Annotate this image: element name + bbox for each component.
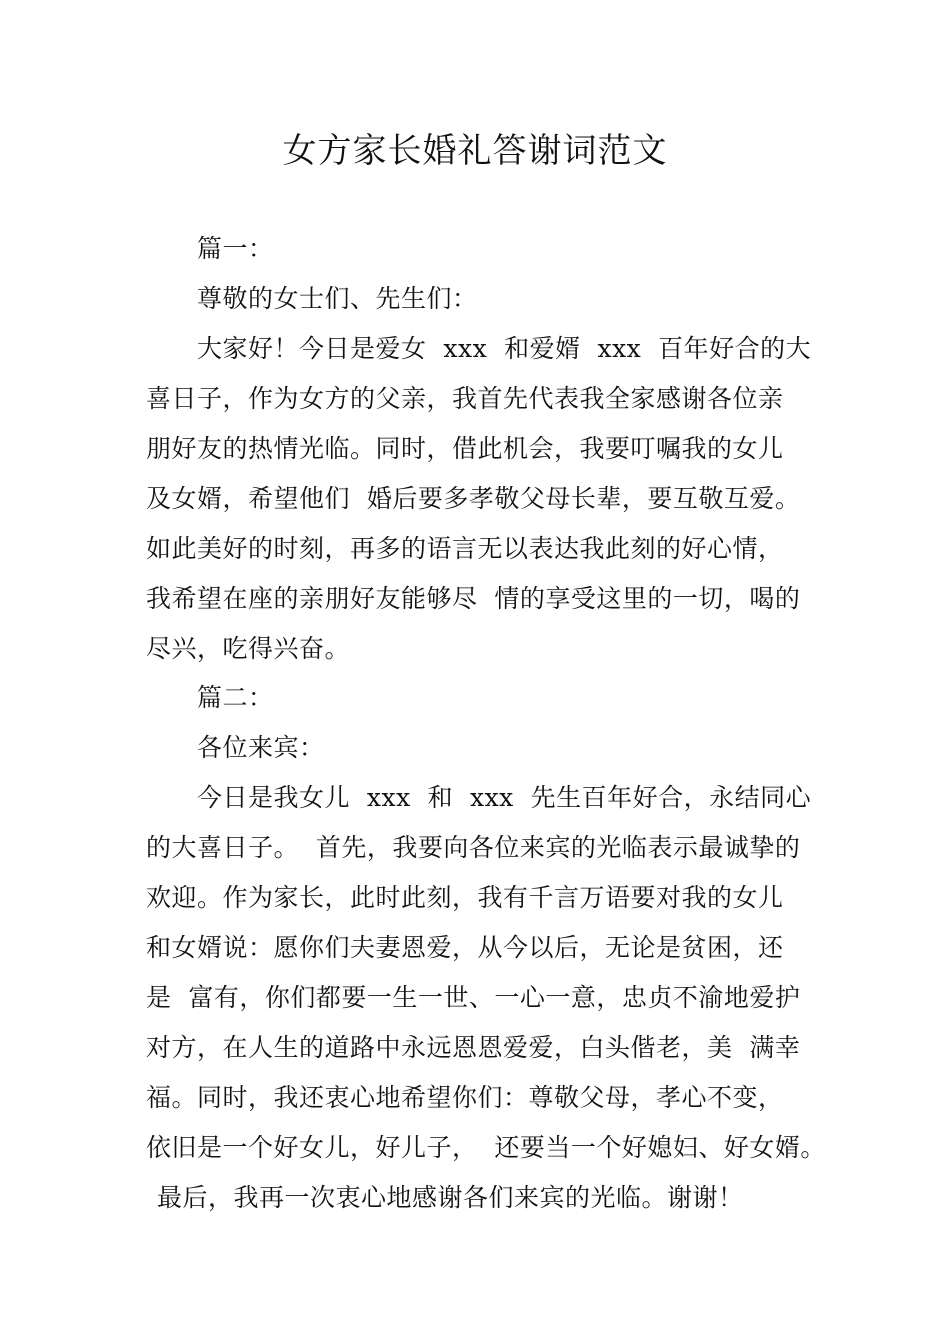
paragraph-line: 是 富有，你们都要一生一世、一心一意，忠贞不渝地爱护 — [146, 983, 801, 1012]
paragraph-line: 依旧是一个好女儿，好儿子， 还要当一个好媳妇、好女婿。 — [146, 1133, 826, 1162]
closing-line: 最后，我再一次衷心地感谢各们来宾的光临。谢谢！ — [157, 1183, 744, 1212]
paragraph-line: 欢迎。作为家长，此时此刻，我有千言万语要对我的女儿 — [146, 883, 784, 912]
paragraph-line: 福。同时，我还衷心地希望你们：尊敬父母，孝心不变， — [146, 1083, 784, 1112]
paragraph-line: 尽兴，吃得兴奋。 — [146, 634, 351, 663]
paragraph-line: 大家好！今日是爱女 xxx 和爱婿 xxx 百年好合的大 — [197, 334, 812, 363]
salutation-1: 尊敬的女士们、先生们： — [197, 284, 478, 313]
paragraph-line: 朋好友的热情光临。同时，借此机会，我要叮嘱我的女儿 — [146, 434, 784, 463]
section-heading-1: 篇一： — [197, 234, 274, 263]
paragraph-line: 喜日子，作为女方的父亲，我首先代表我全家感谢各位亲 — [146, 384, 784, 413]
paragraph-line: 的大喜日子。 首先，我要向各位来宾的光临表示最诚挚的 — [146, 833, 801, 862]
paragraph-line: 和女婿说：愿你们夫妻恩爱，从今以后，无论是贫困，还 — [146, 933, 784, 962]
section-heading-2: 篇二： — [197, 683, 274, 712]
paragraph-line: 及女婿，希望他们 婚后要多孝敬父母长辈，要互敬互爱。 — [146, 484, 801, 513]
paragraph-line: 对方，在人生的道路中永远恩恩爱爱，白头偕老，美 满幸 — [146, 1033, 801, 1062]
document-title: 女方家长婚礼答谢词范文 — [282, 131, 668, 171]
paragraph-line: 今日是我女儿 xxx 和 xxx 先生百年好合，永结同心 — [197, 783, 812, 812]
paragraph-line: 我希望在座的亲朋好友能够尽 情的享受这里的一切，喝的 — [146, 584, 801, 613]
salutation-2: 各位来宾： — [197, 733, 325, 762]
paragraph-line: 如此美好的时刻，再多的语言无以表达我此刻的好心情， — [146, 534, 784, 563]
